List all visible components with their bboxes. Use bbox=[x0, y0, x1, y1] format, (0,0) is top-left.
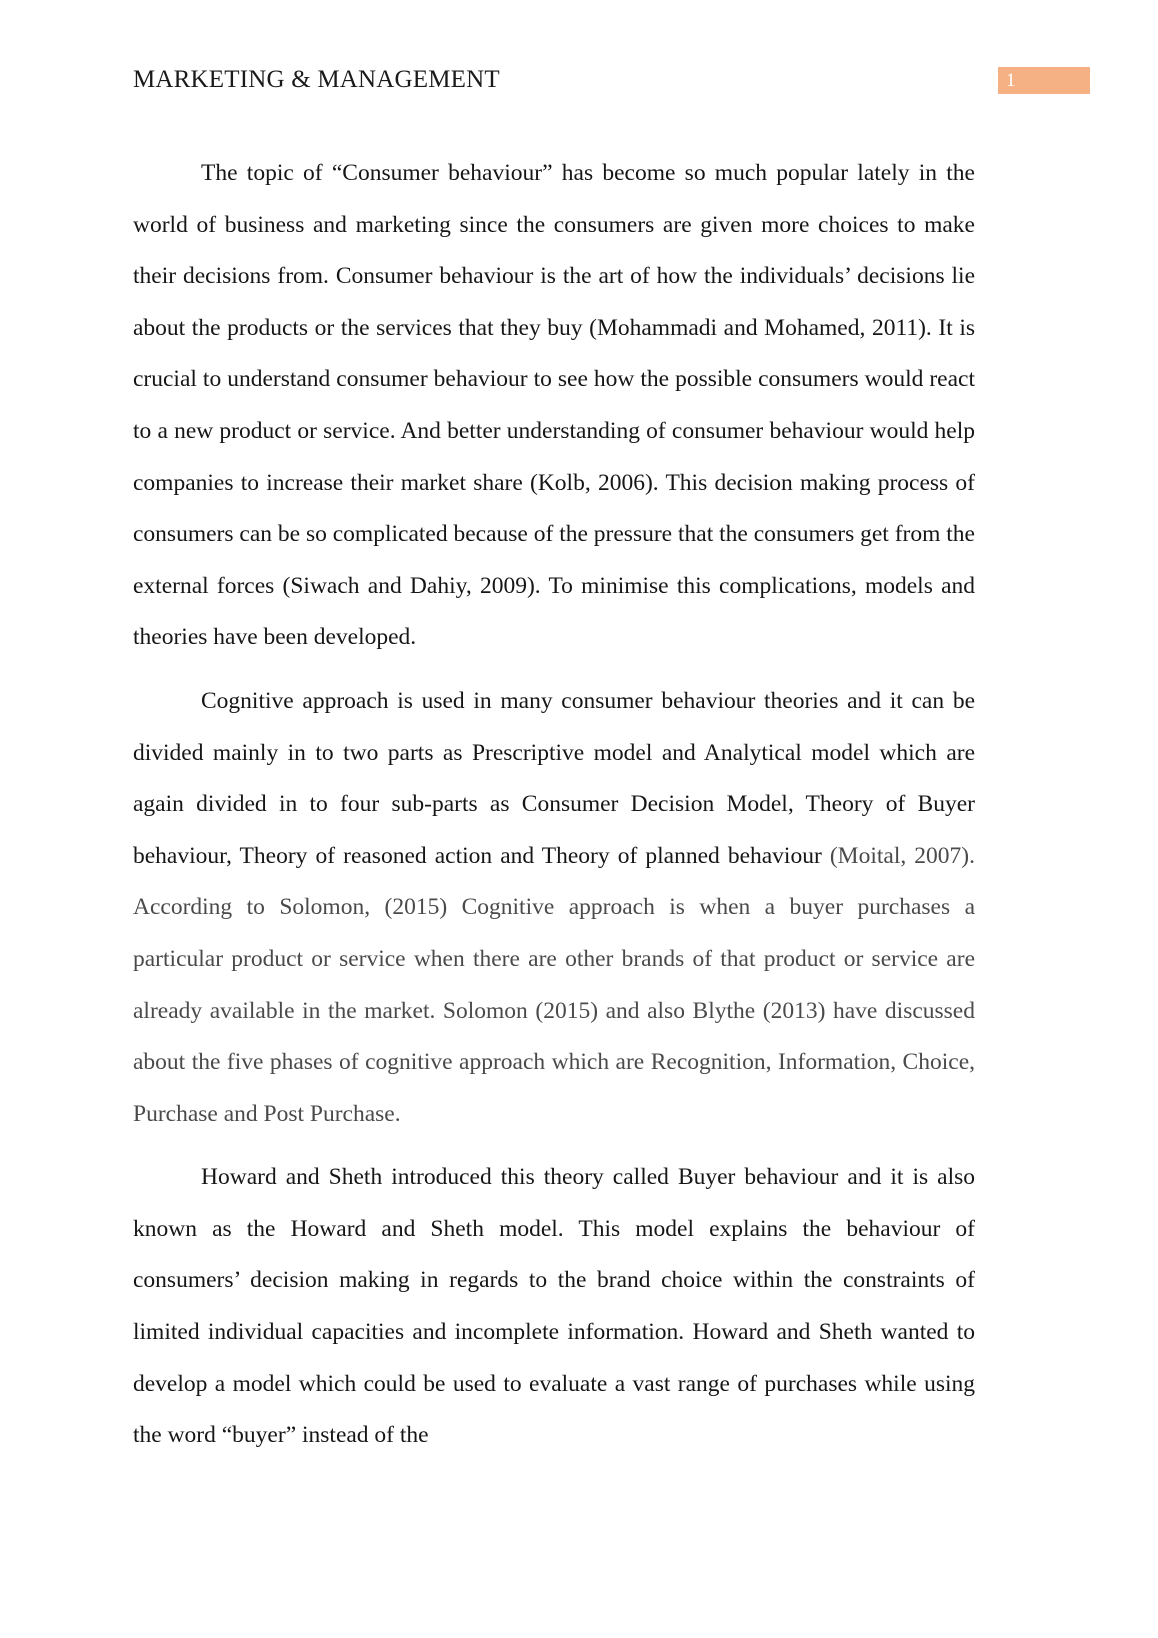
document-body bbox=[133, 148, 975, 1474]
paragraph-1: The topic of “Consumer behaviour” has become so much popular lately in the world of business and marketing since the consumers are given more choices to make their decisions from. Consumer behaviour is the art of how the individuals’ decisions lie about the products or the services that they buy (Mohammadi and Mohamed, 2011). It is crucial to understand consumer behaviour to see how the possible consumers would react to a new product or service. And better understanding of consumer behaviour would help companies to increase their market share (Kolb, 2006). This decision making process of consumers can be so complicated because of the pressure that the consumers get from the external forces (Siwach and Dahiy, 2009). To minimise this complications, models and theories have been developed. bbox=[133, 160, 975, 651]
paragraph-2 bbox=[133, 676, 975, 1140]
page-header bbox=[133, 60, 1090, 100]
paragraph-2-dark-run: Cognitive approach is used in many consumer behaviour theories and it can be divided mainly in to two parts as Prescriptive model and Analytical model which are again divided in to four sub-parts as Consumer Decision Model, Theory of Buyer behaviour, Theory of reasoned action and Theory of planned behaviour bbox=[133, 687, 975, 869]
page-number: 1 bbox=[1006, 69, 1016, 91]
page-number-highlight bbox=[998, 67, 1090, 94]
header-title: MARKETING & MANAGEMENT bbox=[133, 66, 500, 93]
paragraph-3: Howard and Sheth introduced this theory called Buyer behaviour and it is also known as the Howard and Sheth model. This model explains the behaviour of consumers’ decision making in regards to the brand choice within the constraints of limited individual capacities and incomplete information. Howard and Sheth wanted to develop a model which could be used to evaluate a vast range of purchases while using the word “buyer” instead of the bbox=[133, 1164, 975, 1449]
paragraph-2-grey-run: (Moital, 2007). According to Solomon, (2015) Cognitive approach is when a buyer purchases a particular product or service when there are other brands of that product or service are already available in the market. Solomon (2015) and also Blythe (2013) have discussed about the five phases of cognitive approach which are Recognition, Information, Choice, Purchase and Post Purchase. bbox=[133, 842, 975, 1127]
